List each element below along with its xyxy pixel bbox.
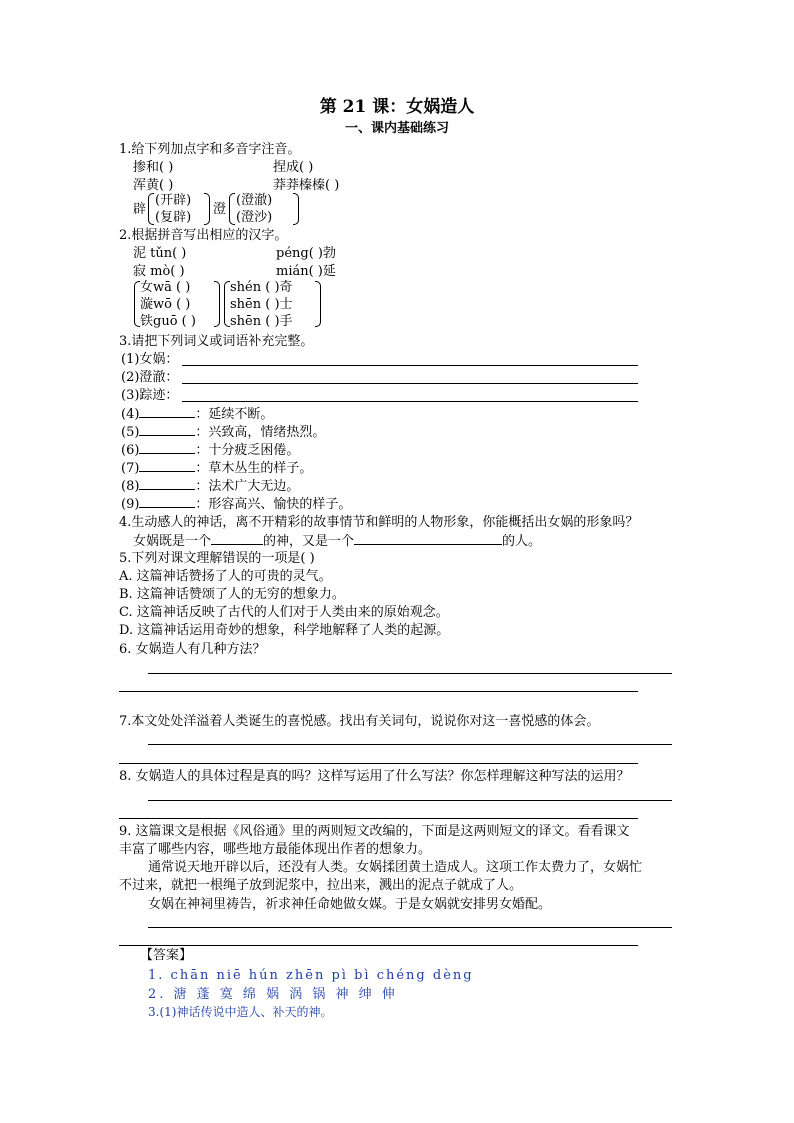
q2-group-item: 铁guō ( ) — [140, 314, 196, 329]
q2-prompt: 2.根据拼音写出相应的汉字。 — [119, 228, 288, 243]
q3-definition: ：延续不断。 — [195, 407, 274, 422]
fill-blank[interactable] — [139, 441, 195, 454]
q5-option-a: A. 这篇神话赞扬了人的可贵的灵气。 — [119, 569, 332, 584]
q8-prompt: 8. 女娲造人的具体过程是真的吗？这样写运用了什么写法？你怎样理解这种写法的运用？ — [119, 769, 630, 784]
q3-fill-row — [121, 423, 325, 441]
q4-text: 的神，又是一个 — [263, 534, 355, 549]
answer-line[interactable] — [182, 401, 638, 402]
q6-prompt: 6. 女娲造人有几种方法？ — [119, 642, 266, 657]
q9-passage: 不过来，就把一根绳子放到泥浆中，拉出来，溅出的泥点子就成了人。 — [119, 878, 523, 893]
q3-num: (7) — [121, 461, 140, 476]
q9-passage: 通常说天地开辟以后，还没有人类。女娲揉团黄土造成人。这项工作太费力了，女娲忙 — [148, 860, 643, 875]
q1-item: 捏成( ) — [273, 160, 314, 175]
q7-prompt: 7.本文处处洋溢着人类诞生的喜悦感。找出有关词句，说说你对这一喜悦感的体会。 — [119, 714, 600, 729]
q3-fill-row — [121, 477, 299, 495]
answer-line[interactable] — [148, 927, 672, 928]
answer-line[interactable] — [148, 800, 672, 801]
answer-line[interactable] — [148, 673, 672, 674]
q4-text: 女娲既是一个 — [133, 534, 212, 549]
right-brace — [315, 281, 321, 327]
answer-3: 3.(1)神话传说中造人、补天的神。 — [148, 1005, 333, 1019]
q5-option-b: B. 这篇神话赞颂了人的无穷的想象力。 — [119, 587, 345, 602]
q1-polyphone-char: 辟 — [133, 202, 147, 217]
q3-num: (8) — [121, 479, 140, 494]
q2-group-item: 女wā ( ) — [140, 280, 191, 295]
q3-num: (9) — [121, 497, 140, 512]
left-brace — [229, 193, 235, 225]
q5-option-c: C. 这篇神话反映了古代的人们对于人类由来的原始观念。 — [119, 605, 449, 620]
q1-polyphone-item: (开辟) — [155, 193, 192, 208]
left-brace — [148, 193, 154, 225]
right-brace — [293, 193, 299, 225]
answer-line[interactable] — [182, 365, 638, 366]
q1-item: 掺和( ) — [133, 160, 174, 175]
q1-item: 浑黄( ) — [133, 178, 174, 193]
answer-line[interactable] — [119, 818, 638, 819]
q9-prompt: 9. 这篇课文是根据《风俗通》里的两则短文改编的，下面是这两则短文的译文。看看课文 — [119, 824, 630, 839]
q3-fill-row — [121, 405, 273, 423]
q3-definition: ：兴致高，情绪热烈。 — [195, 425, 326, 440]
fill-blank[interactable] — [354, 532, 502, 545]
q1-polyphone-item: (复辟) — [155, 210, 192, 225]
q1-item: 莽莽榛榛( ) — [273, 178, 340, 193]
q2-item: péng( )勃 — [276, 246, 336, 261]
answer-line[interactable] — [119, 945, 638, 946]
q2-group-item: shēn ( )士 — [230, 297, 293, 312]
q1-polyphone-char: 澄 — [213, 202, 227, 217]
q4-text: 的人。 — [502, 534, 542, 549]
fill-blank[interactable] — [139, 459, 195, 472]
q3-item-label: (1)女娲： — [121, 352, 179, 367]
q3-item-label: (2)澄澈： — [121, 370, 179, 385]
fill-blank[interactable] — [139, 477, 195, 490]
section-subtitle: 一、课内基础练习 — [344, 121, 449, 136]
answer-line[interactable] — [119, 763, 638, 764]
answer-line[interactable] — [182, 383, 638, 384]
q2-group-item: shén ( )奇 — [230, 280, 293, 295]
fill-blank[interactable] — [139, 495, 195, 508]
q3-definition: ：十分疲乏困倦。 — [195, 443, 300, 458]
q3-num: (6) — [121, 443, 140, 458]
q9-passage: 女娲在神祠里祷告，祈求神任命她做女媒。于是女娲就安排男女婚配。 — [148, 897, 552, 912]
q3-item-label: (3)踪迹： — [121, 388, 179, 403]
q3-fill-row — [121, 459, 312, 477]
fill-blank[interactable] — [211, 532, 263, 545]
right-brace — [204, 193, 210, 225]
q3-definition: ：形容高兴、愉快的样子。 — [195, 497, 352, 512]
answers-heading: 【答案】 — [140, 948, 193, 963]
q3-prompt: 3.请把下列词义或词语补充完整。 — [119, 334, 314, 349]
answer-1: 1. chān niē hún zhēn pì bì chéng dèng — [148, 968, 474, 983]
q3-fill-row — [121, 441, 299, 459]
q9-prompt: 丰富了哪些内容，哪些地方最能体现出作者的想象力。 — [119, 842, 432, 857]
q1-polyphone-item: (澄澈) — [236, 193, 273, 208]
q4-fill-row — [133, 532, 541, 550]
answer-2: 2. 溏 蓬 寞 绵 娲 涡 锅 神 绅 伸 — [148, 987, 398, 1002]
answer-line[interactable] — [148, 744, 672, 745]
q1-prompt: 1.给下列加点字和多音字注音。 — [119, 142, 301, 157]
q2-group-item: shēn ( )手 — [230, 314, 293, 329]
q3-num: (4) — [121, 407, 140, 422]
q2-group-item: 漩wō ( ) — [140, 297, 191, 312]
q4-prompt: 4.生动感人的神话，离不开精彩的故事情节和鲜明的人物形象，你能概括出女娲的形象吗？ — [119, 515, 639, 530]
page-title: 第 21 课：女娲造人 — [319, 97, 475, 117]
answer-line[interactable] — [119, 691, 638, 692]
q1-polyphone-item: (澄沙) — [236, 210, 273, 225]
q5-option-d: D. 这篇神话运用奇妙的想象，科学地解释了人类的起源。 — [119, 623, 450, 638]
q2-item: mián( )延 — [276, 264, 336, 279]
q3-definition: ：草木丛生的样子。 — [195, 461, 313, 476]
q2-item: 寂 mò( ) — [133, 264, 185, 279]
fill-blank[interactable] — [139, 405, 195, 418]
q3-fill-row — [121, 495, 351, 513]
q2-item: 泥 tǔn( ) — [133, 246, 187, 261]
q3-num: (5) — [121, 425, 140, 440]
q3-definition: ：法术广大无边。 — [195, 479, 300, 494]
q5-prompt: 5.下列对课文理解错误的一项是( ) — [119, 551, 315, 566]
right-brace — [214, 281, 220, 327]
fill-blank[interactable] — [139, 423, 195, 436]
